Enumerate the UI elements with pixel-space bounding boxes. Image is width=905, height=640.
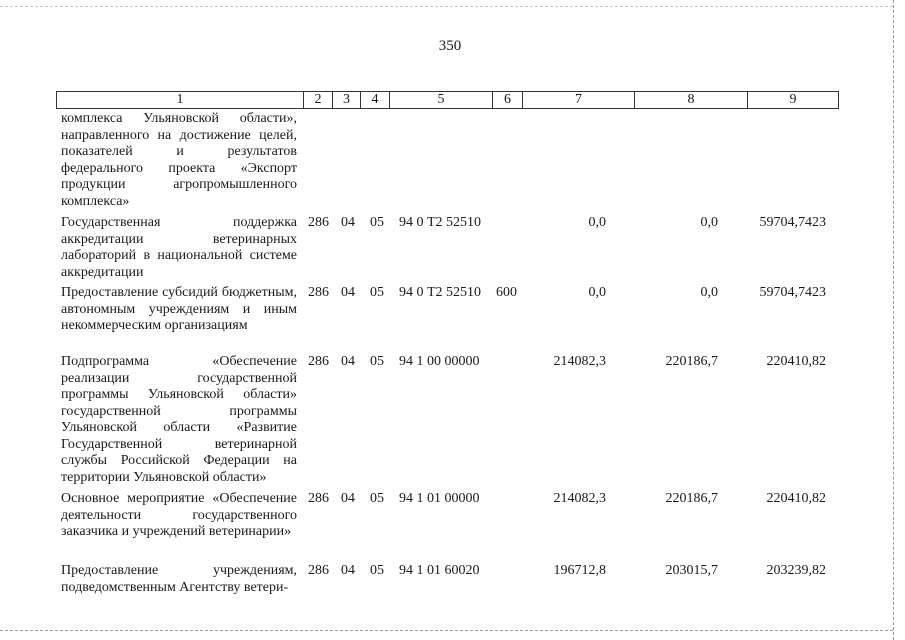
row-amount-year-2: 220186,7 — [665, 354, 718, 369]
row-code-subsection: 05 — [370, 215, 384, 230]
row-code-ministry: 286 — [308, 215, 329, 230]
table-header-col-9: 9 — [789, 92, 797, 107]
row-code-target: 94 1 01 60020 — [399, 563, 480, 578]
row-code-target: 94 0 Т2 52510 — [399, 285, 482, 300]
page-number: 350 — [438, 38, 462, 54]
row-amount-year-1: 214082,3 — [553, 491, 606, 506]
table-header-row — [56, 91, 839, 109]
row-code-ministry: 286 — [308, 354, 329, 369]
row-amount-year-1: 0,0 — [588, 215, 606, 230]
row-amount-year-2: 0,0 — [700, 215, 718, 230]
row-code-subsection: 05 — [370, 285, 384, 300]
row-amount-year-3: 59704,7423 — [759, 215, 826, 230]
row-code-section: 04 — [341, 491, 355, 506]
table-header-col-8: 8 — [635, 92, 748, 108]
row-code-expense-type: 600 — [496, 285, 517, 300]
row-amount-year-1: 214082,3 — [553, 354, 606, 369]
row-amount-year-1: 196712,8 — [553, 563, 606, 578]
page-border-top — [0, 6, 893, 7]
row-name: Государственная поддержка аккредитации ветеринарных лабораторий в национальной системе аккредитации — [61, 215, 297, 280]
row-name: Предоставление учреждениям, подведомственным Агентству ветери- — [61, 563, 297, 595]
page-border-right — [893, 0, 894, 640]
row-amount-year-3: 220410,82 — [766, 354, 826, 369]
row-code-subsection: 05 — [370, 563, 384, 578]
row-amount-year-1: 0,0 — [588, 285, 606, 300]
row-code-section: 04 — [341, 215, 355, 230]
table-header-col-3: 3 — [333, 92, 361, 108]
row-amount-year-3: 203239,82 — [766, 563, 826, 578]
row-code-section: 04 — [341, 563, 355, 578]
row-amount-year-2: 0,0 — [700, 285, 718, 300]
row-code-subsection: 05 — [370, 354, 384, 369]
row-name: комплекса Ульяновской области», направленного на достижение целей, показателей и результатов федерального проекта «Экспорт продукции агропромышленного комплекса» — [61, 111, 297, 209]
row-code-target: 94 1 00 00000 — [399, 354, 480, 369]
row-amount-year-2: 220186,7 — [665, 491, 718, 506]
table-header-col-6: 6 — [493, 92, 523, 108]
table-header-col-7: 7 — [523, 92, 635, 108]
table-header-col-5: 5 — [390, 92, 493, 108]
row-name: Подпрограмма «Обеспечение реализации государственной программы Ульяновской области» государственной программы Ульяновской области «Развитие Государственной ветеринарной службы Российской Федерации на территории Ульяновской области» — [61, 354, 297, 485]
row-name: Предоставление субсидий бюджетным, автономным учреждениям и иным некоммерческим организациям — [61, 285, 297, 333]
row-code-subsection: 05 — [370, 491, 384, 506]
row-code-section: 04 — [341, 285, 355, 300]
row-code-ministry: 286 — [308, 491, 329, 506]
table-header-col-1: 1 — [57, 92, 304, 108]
row-code-ministry: 286 — [308, 285, 329, 300]
row-name: Основное мероприятие «Обеспечение деятельности государственного заказчика и учреждений ветеринарии» — [61, 491, 297, 539]
row-amount-year-2: 203015,7 — [665, 563, 718, 578]
page-border-bottom — [0, 630, 893, 631]
row-amount-year-3: 59704,7423 — [759, 285, 826, 300]
row-code-section: 04 — [341, 354, 355, 369]
row-code-ministry: 286 — [308, 563, 329, 578]
table-header-col-2: 2 — [304, 92, 333, 108]
row-code-target: 94 0 Т2 52510 — [399, 215, 482, 230]
row-code-target: 94 1 01 00000 — [399, 491, 480, 506]
row-amount-year-3: 220410,82 — [766, 491, 826, 506]
table-header-col-4: 4 — [361, 92, 390, 108]
